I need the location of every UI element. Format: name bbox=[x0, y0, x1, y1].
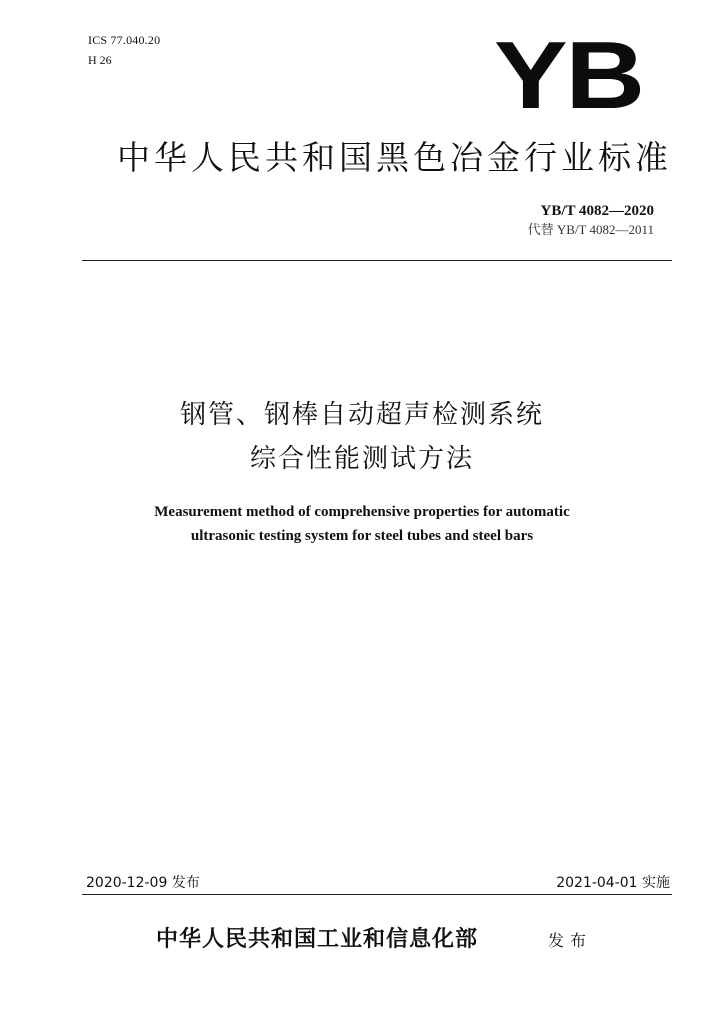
bottom-divider bbox=[82, 894, 672, 895]
english-title-line-1: Measurement method of comprehensive properties for automatic bbox=[154, 504, 570, 520]
top-divider bbox=[82, 260, 672, 261]
implementation-date: 2021-04-01 实施 bbox=[556, 875, 670, 891]
replaces-standard: 代替 YB/T 4082—2011 bbox=[527, 222, 654, 237]
standard-category-title: 中华人民共和国黑色冶金行业标准 bbox=[117, 138, 672, 177]
publish-label: 发布 bbox=[548, 931, 593, 950]
chinese-title-line-2: 综合性能测试方法 bbox=[249, 444, 474, 474]
issue-date: 2020-12-09 发布 bbox=[86, 875, 200, 891]
english-title-line-2: ultrasonic testing system for steel tubes and steel bars bbox=[190, 528, 534, 544]
yb-logo: YB bbox=[494, 22, 643, 129]
classification-code: H 26 bbox=[88, 53, 112, 67]
chinese-title-line-1: 钢管、钢棒自动超声检测系统 bbox=[179, 400, 544, 430]
ics-code: ICS 77.040.20 bbox=[88, 33, 161, 47]
standard-number: YB/T 4082—2020 bbox=[540, 203, 654, 219]
publisher-name: 中华人民共和国工业和信息化部 bbox=[156, 926, 479, 952]
